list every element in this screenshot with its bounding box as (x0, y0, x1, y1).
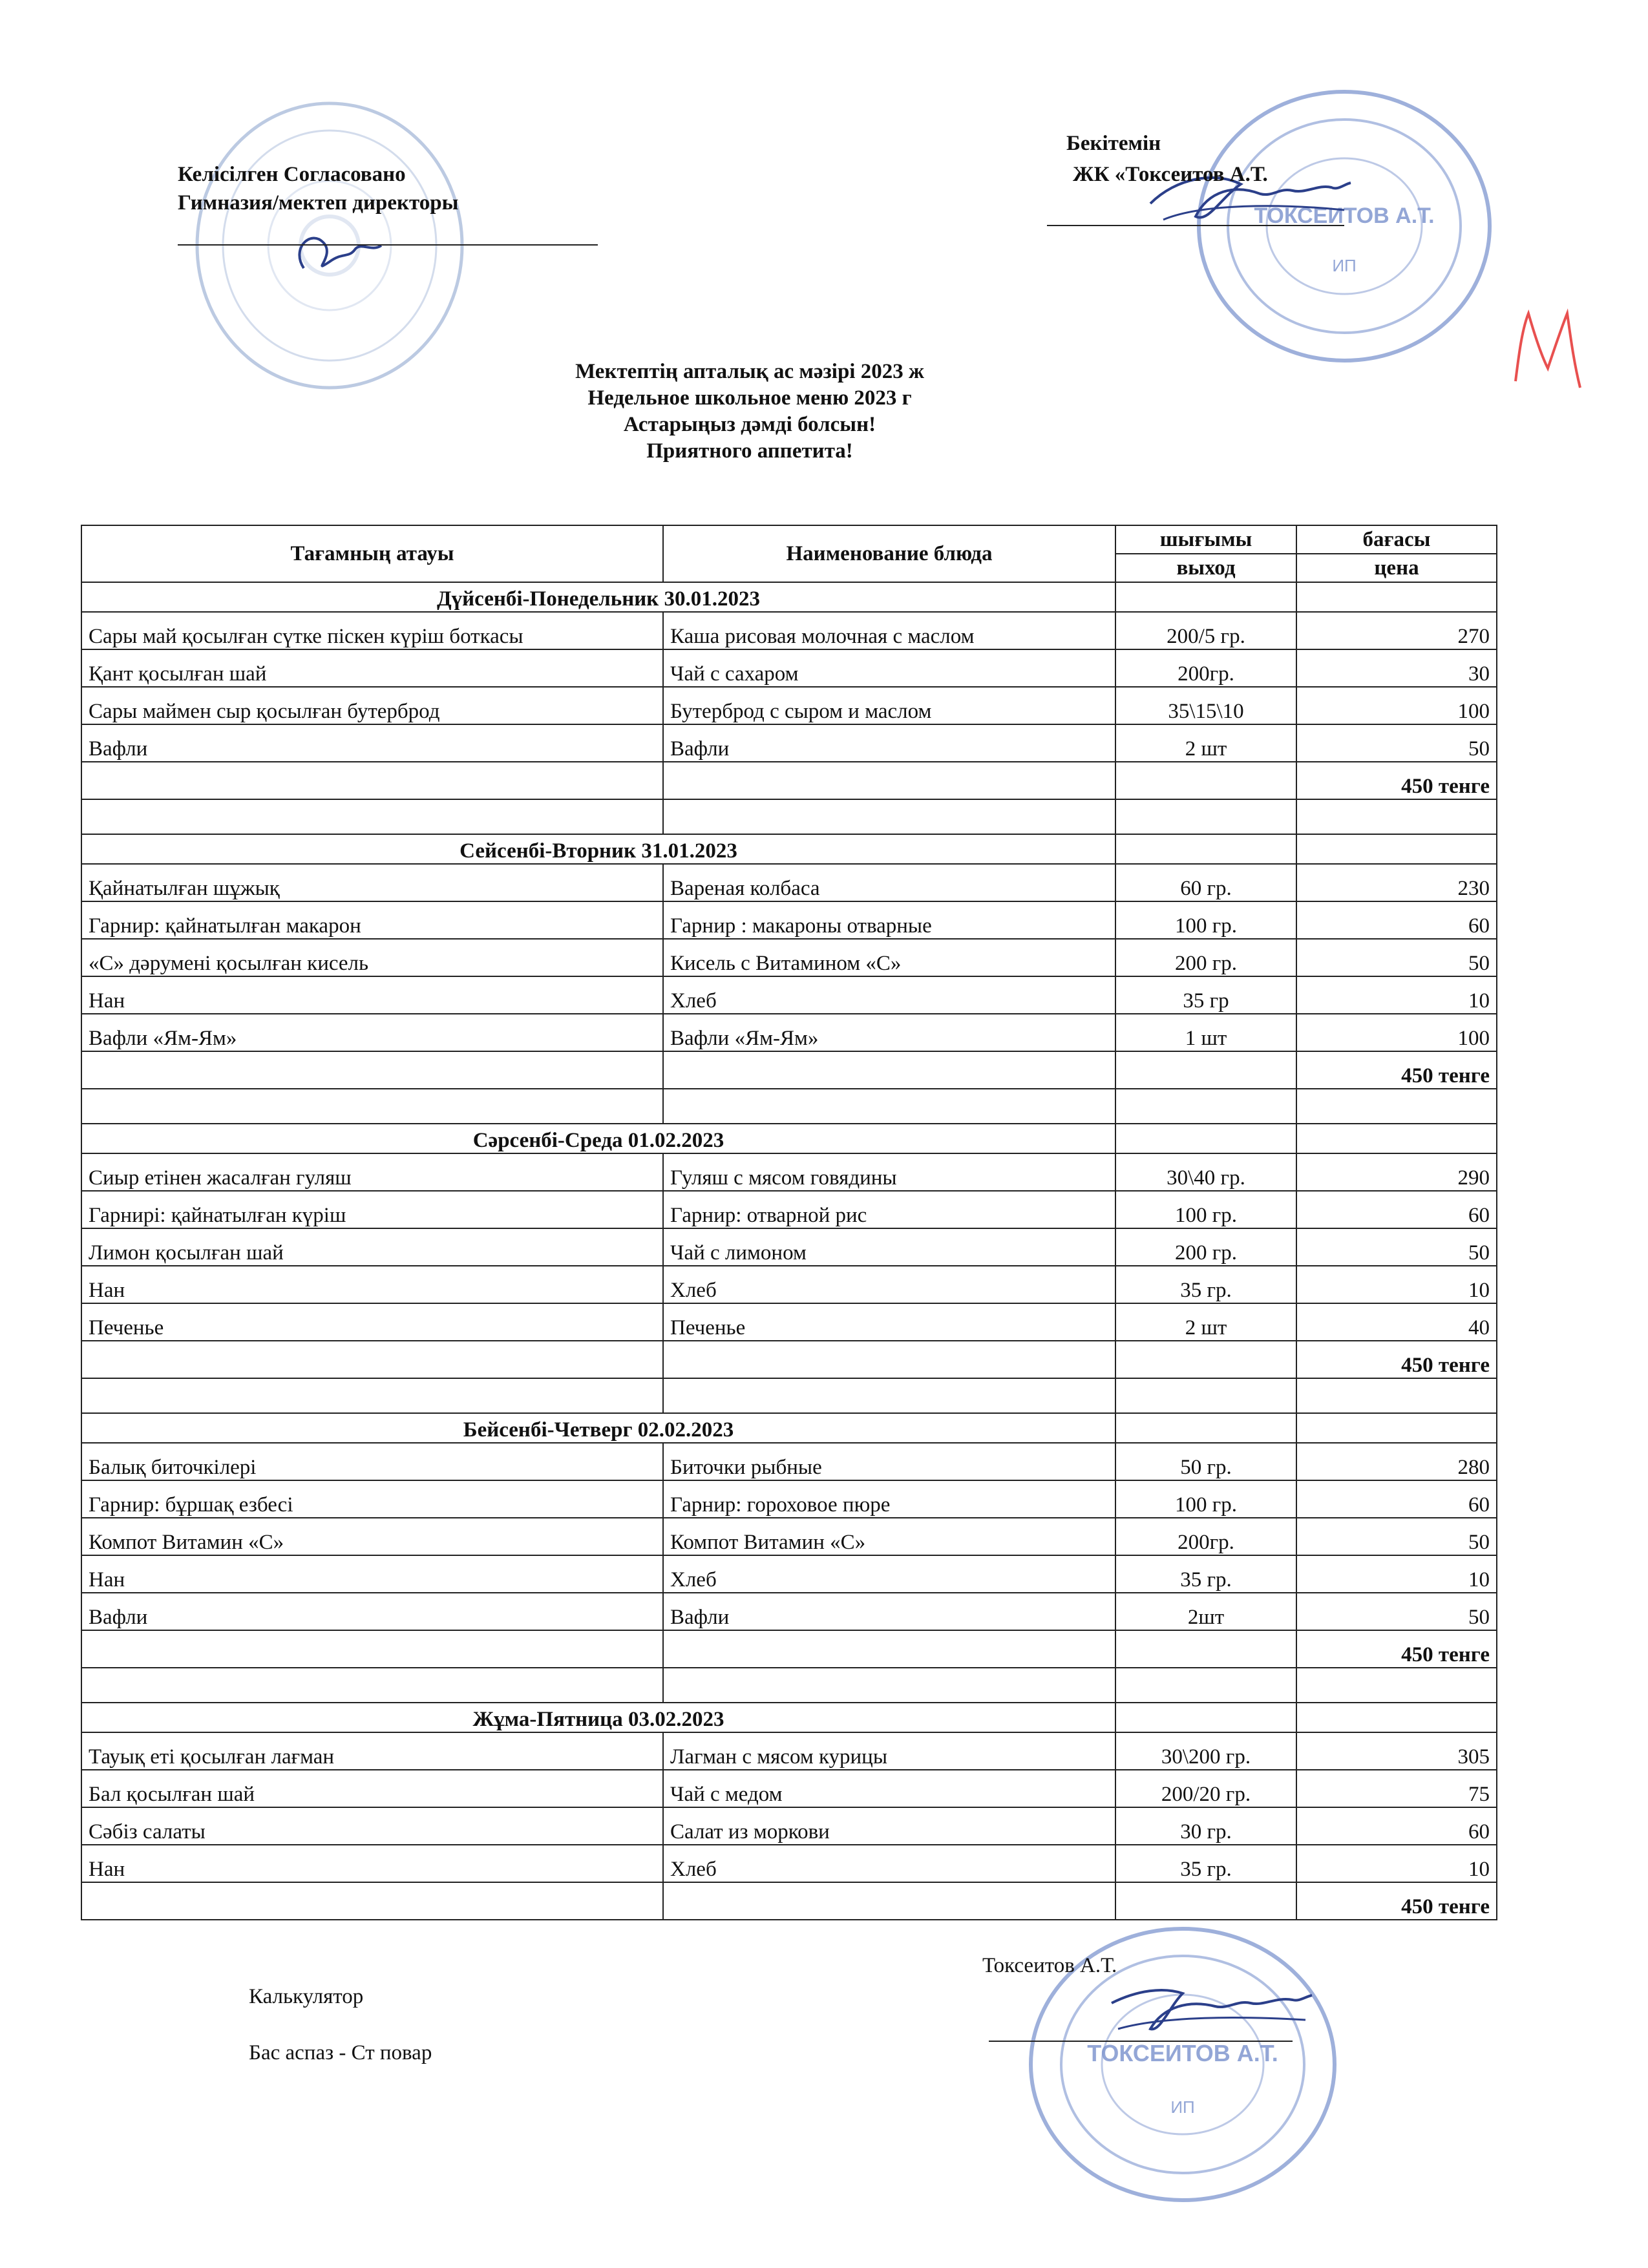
day-output-blank (1115, 1124, 1296, 1153)
approval-left-line2: Гимназия/мектеп директоры (178, 191, 459, 215)
table-row (81, 976, 1497, 1014)
total-blank-2 (663, 1341, 1115, 1378)
dish-price: 75 (1296, 1770, 1497, 1807)
total-blank-2 (663, 1630, 1115, 1668)
total-blank-1 (81, 1341, 663, 1378)
table-row (81, 1518, 1497, 1555)
dish-output: 35 гр. (1115, 1266, 1296, 1303)
table-row (81, 649, 1497, 687)
dish-name-kz: Нан (81, 1555, 663, 1593)
margin-mark (1506, 304, 1590, 401)
day-heading-row (81, 834, 1497, 864)
dish-output: 2шт (1115, 1593, 1296, 1630)
footer-chef-label: Бас аспаз - Ст повар (249, 2041, 432, 2064)
header-price-kz: бағасы (1296, 525, 1497, 554)
day-total: 450 тенге (1296, 1630, 1497, 1668)
spacer-row (81, 1668, 1497, 1703)
dish-price: 60 (1296, 1807, 1497, 1845)
day-heading-row (81, 1124, 1497, 1153)
spacer-row (81, 1089, 1497, 1124)
dish-name-ru: Бутерброд с сыром и маслом (663, 687, 1115, 724)
table-row (81, 1593, 1497, 1630)
day-title: Дүйсенбі-Понедельник 30.01.2023 (81, 582, 1115, 612)
table-row (81, 901, 1497, 939)
table-row (81, 1555, 1497, 1593)
table-row (81, 1228, 1497, 1266)
dish-name-ru: Хлеб (663, 976, 1115, 1014)
dish-name-kz: Гарнирі: қайнатылған күріш (81, 1191, 663, 1228)
table-row (81, 1014, 1497, 1051)
dish-output: 200 гр. (1115, 1228, 1296, 1266)
table-header-row-1 (81, 525, 1497, 554)
day-total-row (81, 1882, 1497, 1920)
dish-name-kz: Сары маймен сыр қосылған бутерброд (81, 687, 663, 724)
spacer-cell (663, 1089, 1115, 1124)
table-row (81, 1303, 1497, 1341)
dish-output: 2 шт (1115, 1303, 1296, 1341)
dish-output: 35 гр. (1115, 1555, 1296, 1593)
greeting-kz: Астарыңыз дәмді болсын! (623, 413, 876, 436)
dish-name-kz: Вафли «Ям-Ям» (81, 1014, 663, 1051)
total-blank-3 (1115, 1882, 1296, 1920)
dish-output: 200/5 гр. (1115, 612, 1296, 649)
spacer-cell (1115, 1668, 1296, 1703)
day-price-blank (1296, 582, 1497, 612)
dish-price: 100 (1296, 1014, 1497, 1051)
dish-output: 200гр. (1115, 649, 1296, 687)
dish-name-kz: Вафли (81, 724, 663, 762)
dish-price: 30 (1296, 649, 1497, 687)
dish-price: 50 (1296, 1228, 1497, 1266)
day-title: Сейсенбі-Вторник 31.01.2023 (81, 834, 1115, 864)
dish-name-kz: Қайнатылған шұжық (81, 864, 663, 901)
dish-name-kz: Гарнир: бұршақ езбесі (81, 1480, 663, 1518)
spacer-cell (81, 799, 663, 834)
day-title: Бейсенбі-Четверг 02.02.2023 (81, 1413, 1115, 1443)
approval-left-line1: Келісілген Согласовано (178, 163, 406, 186)
day-price-blank (1296, 1124, 1497, 1153)
dish-name-kz: Тауық еті қосылған лағман (81, 1732, 663, 1770)
title-line-ru: Недельное школьное меню 2023 г (587, 386, 912, 410)
header-output-ru: выход (1115, 554, 1296, 582)
dish-name-kz: Сәбіз салаты (81, 1807, 663, 1845)
dish-price: 10 (1296, 1266, 1497, 1303)
dish-price: 280 (1296, 1443, 1497, 1480)
spacer-cell (663, 1668, 1115, 1703)
header-ru-name: Наименование блюда (663, 525, 1115, 582)
approver-signature-bottom (1099, 1977, 1318, 2055)
dish-name-ru: Вафли (663, 724, 1115, 762)
dish-price: 60 (1296, 901, 1497, 939)
table-row (81, 1770, 1497, 1807)
dish-price: 50 (1296, 1518, 1497, 1555)
day-output-blank (1115, 834, 1296, 864)
spacer-cell (663, 799, 1115, 834)
dish-name-kz: Вафли (81, 1593, 663, 1630)
day-total-row (81, 1051, 1497, 1089)
header-kz-name: Тағамның атауы (81, 525, 663, 582)
dish-price: 60 (1296, 1191, 1497, 1228)
dish-name-ru: Вафли «Ям-Ям» (663, 1014, 1115, 1051)
dish-output: 200гр. (1115, 1518, 1296, 1555)
total-blank-1 (81, 1882, 663, 1920)
approval-right-signature-line (1047, 225, 1344, 226)
dish-output: 50 гр. (1115, 1443, 1296, 1480)
dish-name-ru: Лагман с мясом курицы (663, 1732, 1115, 1770)
table-row (81, 612, 1497, 649)
dish-name-kz: Нан (81, 1845, 663, 1882)
dish-name-ru: Салат из моркови (663, 1807, 1115, 1845)
total-blank-3 (1115, 762, 1296, 799)
dish-price: 10 (1296, 1845, 1497, 1882)
menu-title-block (0, 359, 1499, 465)
dish-name-kz: Печенье (81, 1303, 663, 1341)
approval-right-line1: Бекітемін (1066, 132, 1161, 155)
table-row (81, 864, 1497, 901)
spacer-cell (1115, 799, 1296, 834)
day-total-row (81, 1341, 1497, 1378)
day-title: Жұма-Пятница 03.02.2023 (81, 1703, 1115, 1732)
day-output-blank (1115, 582, 1296, 612)
svg-text:ИП: ИП (1332, 256, 1357, 275)
day-price-blank (1296, 1413, 1497, 1443)
dish-name-ru: Каша рисовая молочная с маслом (663, 612, 1115, 649)
dish-price: 60 (1296, 1480, 1497, 1518)
dish-output: 35 гр. (1115, 1845, 1296, 1882)
approval-right-line2: ЖК «Токсеитов А.Т. (1073, 163, 1268, 186)
dish-name-ru: Хлеб (663, 1845, 1115, 1882)
total-blank-1 (81, 1051, 663, 1089)
weekly-menu-table (81, 525, 1497, 1920)
total-blank-3 (1115, 1630, 1296, 1668)
dish-output: 35 гр (1115, 976, 1296, 1014)
dish-name-kz: Бал қосылған шай (81, 1770, 663, 1807)
spacer-row (81, 799, 1497, 834)
spacer-cell (1296, 1378, 1497, 1413)
dish-price: 290 (1296, 1153, 1497, 1191)
dish-price: 230 (1296, 864, 1497, 901)
greeting-ru: Приятного аппетита! (646, 439, 853, 463)
day-heading-row (81, 1703, 1497, 1732)
dish-name-ru: Хлеб (663, 1555, 1115, 1593)
dish-name-kz: Нан (81, 976, 663, 1014)
day-total: 450 тенге (1296, 1051, 1497, 1089)
total-blank-2 (663, 762, 1115, 799)
day-total: 450 тенге (1296, 762, 1497, 799)
day-output-blank (1115, 1413, 1296, 1443)
dish-name-kz: Компот Витамин «С» (81, 1518, 663, 1555)
dish-output: 60 гр. (1115, 864, 1296, 901)
table-row (81, 939, 1497, 976)
table-row (81, 1266, 1497, 1303)
total-blank-2 (663, 1882, 1115, 1920)
day-price-blank (1296, 1703, 1497, 1732)
header-output-kz: шығымы (1115, 525, 1296, 554)
dish-output: 2 шт (1115, 724, 1296, 762)
spacer-cell (663, 1378, 1115, 1413)
dish-name-kz: Нан (81, 1266, 663, 1303)
dish-name-ru: Печенье (663, 1303, 1115, 1341)
footer-signature-line (989, 2041, 1293, 2042)
director-signature (284, 223, 394, 281)
dish-name-kz: Қант қосылған шай (81, 649, 663, 687)
dish-name-ru: Кисель с Витамином «С» (663, 939, 1115, 976)
spacer-cell (1296, 1668, 1497, 1703)
spacer-cell (81, 1378, 663, 1413)
dish-name-kz: Гарнир: қайнатылған макарон (81, 901, 663, 939)
dish-name-ru: Гарнир: гороховое пюре (663, 1480, 1115, 1518)
dish-output: 30\40 гр. (1115, 1153, 1296, 1191)
dish-price: 50 (1296, 1593, 1497, 1630)
dish-price: 50 (1296, 724, 1497, 762)
total-blank-2 (663, 1051, 1115, 1089)
table-row (81, 687, 1497, 724)
day-title: Сәрсенбі-Среда 01.02.2023 (81, 1124, 1115, 1153)
dish-name-ru: Биточки рыбные (663, 1443, 1115, 1480)
day-total: 450 тенге (1296, 1882, 1497, 1920)
spacer-cell (1296, 1089, 1497, 1124)
spacer-cell (1115, 1378, 1296, 1413)
day-total-row (81, 1630, 1497, 1668)
dish-output: 200 гр. (1115, 939, 1296, 976)
total-blank-1 (81, 762, 663, 799)
dish-output: 1 шт (1115, 1014, 1296, 1051)
dish-name-ru: Хлеб (663, 1266, 1115, 1303)
dish-name-ru: Чай с лимоном (663, 1228, 1115, 1266)
table-row (81, 724, 1497, 762)
header-price-ru: цена (1296, 554, 1497, 582)
table-row (81, 1845, 1497, 1882)
spacer-cell (1115, 1089, 1296, 1124)
dish-name-kz: Сары май қосылған сүтке піскен күріш боткасы (81, 612, 663, 649)
dish-output: 35\15\10 (1115, 687, 1296, 724)
dish-price: 50 (1296, 939, 1497, 976)
total-blank-3 (1115, 1051, 1296, 1089)
day-total: 450 тенге (1296, 1341, 1497, 1378)
table-row (81, 1191, 1497, 1228)
dish-price: 100 (1296, 687, 1497, 724)
table-row (81, 1480, 1497, 1518)
footer-calculator-label: Калькулятор (249, 1985, 364, 2008)
dish-output: 100 гр. (1115, 1191, 1296, 1228)
dish-name-ru: Гуляш с мясом говядины (663, 1153, 1115, 1191)
dish-name-ru: Гарнир: отварной рис (663, 1191, 1115, 1228)
day-price-blank (1296, 834, 1497, 864)
dish-output: 200/20 гр. (1115, 1770, 1296, 1807)
svg-text:ИП: ИП (1170, 2097, 1195, 2117)
dish-name-ru: Чай с медом (663, 1770, 1115, 1807)
day-heading-row (81, 1413, 1497, 1443)
dish-output: 100 гр. (1115, 1480, 1296, 1518)
dish-name-ru: Гарнир : макароны отварные (663, 901, 1115, 939)
total-blank-1 (81, 1630, 663, 1668)
dish-name-ru: Вареная колбаса (663, 864, 1115, 901)
dish-name-kz: Балық биточкілері (81, 1443, 663, 1480)
table-row (81, 1807, 1497, 1845)
spacer-cell (81, 1668, 663, 1703)
dish-name-kz: Лимон қосылған шай (81, 1228, 663, 1266)
table-row (81, 1732, 1497, 1770)
dish-price: 10 (1296, 1555, 1497, 1593)
total-blank-3 (1115, 1341, 1296, 1378)
footer-signatory-name: Токсеитов А.Т. (982, 1954, 1117, 1977)
spacer-cell (81, 1089, 663, 1124)
dish-name-ru: Вафли (663, 1593, 1115, 1630)
day-output-blank (1115, 1703, 1296, 1732)
dish-price: 270 (1296, 612, 1497, 649)
spacer-cell (1296, 799, 1497, 834)
dish-output: 30 гр. (1115, 1807, 1296, 1845)
day-total-row (81, 762, 1497, 799)
dish-name-kz: Сиыр етінен жасалған гуляш (81, 1153, 663, 1191)
table-row (81, 1153, 1497, 1191)
dish-name-ru: Компот Витамин «С» (663, 1518, 1115, 1555)
dish-name-kz: «С» дәрумені қосылған кисель (81, 939, 663, 976)
table-row (81, 1443, 1497, 1480)
dish-name-ru: Чай с сахаром (663, 649, 1115, 687)
svg-text:ТОКСЕИТОВ А.Т.: ТОКСЕИТОВ А.Т. (1087, 2040, 1278, 2066)
title-line-kz: Мектептің апталық ас мәзірі 2023 ж (575, 360, 924, 383)
spacer-row (81, 1378, 1497, 1413)
dish-price: 305 (1296, 1732, 1497, 1770)
dish-price: 10 (1296, 976, 1497, 1014)
svg-text:ТОКСЕИТОВ А.Т.: ТОКСЕИТОВ А.Т. (1254, 204, 1435, 228)
dish-price: 40 (1296, 1303, 1497, 1341)
day-heading-row (81, 582, 1497, 612)
dish-output: 100 гр. (1115, 901, 1296, 939)
approval-left-signature-line (178, 244, 598, 246)
dish-output: 30\200 гр. (1115, 1732, 1296, 1770)
